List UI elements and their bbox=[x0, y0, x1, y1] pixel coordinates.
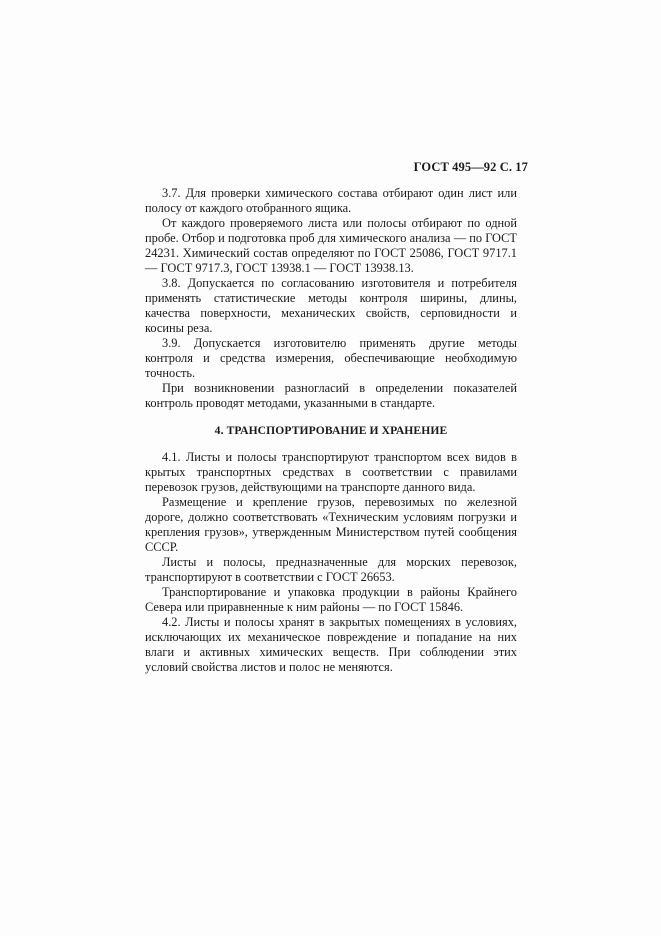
paragraph-far-north: Транспортирование и упаковка продукции в районы Крайнего Севера или приравненные к ним районы — по ГОСТ 15846. bbox=[145, 585, 517, 614]
paragraph-4-1: 4.1. Листы и полосы транспортируют транспортом всех видов в крытых транспортных средствах в соответствии с правилами перевозок грузов, действующими на транспорте данного вида. bbox=[145, 450, 517, 494]
paragraph-3-9: 3.9. Допускается изготовителю применять другие методы контроля и средства измерения, обеспечивающие необходимую точность. bbox=[145, 336, 517, 380]
page-header: ГОСТ 495—92 С. 17 bbox=[413, 160, 528, 174]
paragraph-3-8: 3.8. Допускается по согласованию изготовителя и потребителя применять статистические методы контроля ширины, длины, качества поверхности, механических свойств, серповидности и косины реза. bbox=[145, 276, 517, 335]
paragraph-sampling: От каждого проверяемого листа или полосы отбирают по одной пробе. Отбор и подготовка проб для химического анализа — по ГОСТ 24231. Химический состав определяют по ГОСТ 25086, ГОСТ 9717.1 — ГОСТ 9717.3, ГОСТ 13938.1 — ГОСТ 13938.13. bbox=[145, 216, 517, 275]
paragraph-disagreements: При возникновении разногласий в определении показателей контроль проводят методами, указанными в стандарте. bbox=[145, 381, 517, 410]
page-content bbox=[145, 186, 517, 675]
paragraph-sea-transport: Листы и полосы, предназначенные для морских перевозок, транспортируют в соответствии с ГОСТ 26653. bbox=[145, 555, 517, 584]
paragraph-3-7: 3.7. Для проверки химического состава отбирают один лист или полосу от каждого отобранного ящика. bbox=[145, 186, 517, 215]
paragraph-railway: Размещение и крепление грузов, перевозимых по железной дороге, должно соответствовать «Техническим условиям погрузки и крепления грузов», утвержденным Министерством путей сообщения СССР. bbox=[145, 495, 517, 554]
paragraph-4-2: 4.2. Листы и полосы хранят в закрытых помещениях в условиях, исключающих их механическое повреждение и попадание на них влаги и активных химических веществ. При соблюдении этих условий свойства листов и полос не меняются. bbox=[145, 615, 517, 674]
section-heading-transport: 4. ТРАНСПОРТИРОВАНИЕ И ХРАНЕНИЕ bbox=[214, 424, 448, 437]
